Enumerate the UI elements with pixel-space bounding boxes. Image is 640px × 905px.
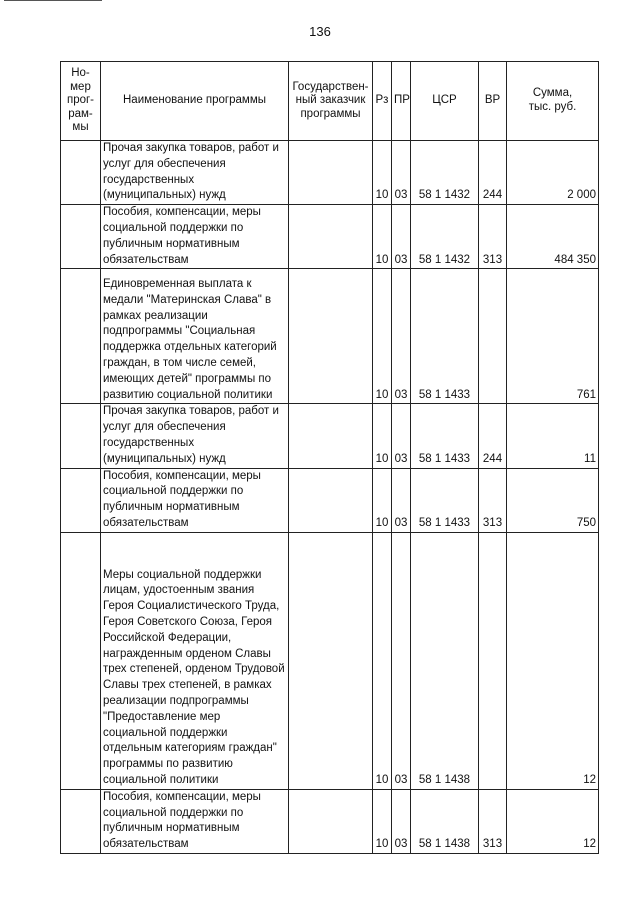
table-row: [61, 141, 599, 205]
cell-customer: [289, 789, 373, 853]
cell-pr: 03: [392, 532, 411, 789]
cell-vr: [479, 269, 507, 404]
header-program-name: Наименование программы: [101, 62, 289, 141]
header-csr: ЦСР: [411, 62, 479, 141]
cell-program-name: Пособия, компенсации, меры социальной поддержки по публичным нормативным обязательствам: [101, 205, 289, 269]
header-program-number: Но- мер прог- рам- мы: [61, 62, 101, 141]
cell-rz: 10: [373, 532, 392, 789]
cell-program-name: Пособия, компенсации, меры социальной поддержки по публичным нормативным обязательствам: [101, 468, 289, 532]
cell-number: [61, 269, 101, 404]
cell-program-name: Пособия, компенсации, меры социальной поддержки по публичным нормативным обязательствам: [101, 789, 289, 853]
program-budget-table: [60, 61, 599, 854]
cell-csr: 58 1 1433: [411, 404, 479, 468]
cell-customer: [289, 404, 373, 468]
cell-sum: 484 350: [507, 205, 599, 269]
cell-number: [61, 205, 101, 269]
header-rz: Рз: [373, 62, 392, 141]
cell-customer: [289, 468, 373, 532]
table-row: [61, 205, 599, 269]
cell-rz: 10: [373, 141, 392, 205]
cell-csr: 58 1 1432: [411, 205, 479, 269]
header-sum: Сумма, тыс. руб.: [507, 62, 599, 141]
cell-sum: 12: [507, 789, 599, 853]
cell-pr: 03: [392, 789, 411, 853]
cell-pr: 03: [392, 468, 411, 532]
cell-pr: 03: [392, 205, 411, 269]
cell-vr: [479, 532, 507, 789]
cell-vr: 313: [479, 789, 507, 853]
cell-pr: 03: [392, 404, 411, 468]
cell-csr: 58 1 1433: [411, 269, 479, 404]
cell-rz: 10: [373, 404, 392, 468]
cell-csr: 58 1 1432: [411, 141, 479, 205]
cell-program-name: Прочая закупка товаров, работ и услуг для обеспечения государственных (муниципальных) нужд: [101, 404, 289, 468]
cell-program-name: Прочая закупка товаров, работ и услуг для обеспечения государственных (муниципальных) нужд: [101, 141, 289, 205]
cell-program-name: Единовременная выплата к медали "Материнская Слава" в рамках реализации подпрограммы "Социальная поддержка отдельных категорий граждан, в том числе семей, имеющих детей" программы по развитию социальной политики: [101, 269, 289, 404]
header-vr: ВР: [479, 62, 507, 141]
cell-number: [61, 789, 101, 853]
cell-number: [61, 141, 101, 205]
cell-customer: [289, 532, 373, 789]
page-number: 136: [309, 24, 331, 39]
cell-csr: 58 1 1433: [411, 468, 479, 532]
cell-sum: 12: [507, 532, 599, 789]
table-row: [61, 789, 599, 853]
table-row: [61, 404, 599, 468]
cell-customer: [289, 141, 373, 205]
cell-sum: 750: [507, 468, 599, 532]
cell-sum: 2 000: [507, 141, 599, 205]
table-row: [61, 532, 599, 789]
cell-csr: 58 1 1438: [411, 789, 479, 853]
cell-number: [61, 532, 101, 789]
cell-pr: 03: [392, 269, 411, 404]
cell-vr: 313: [479, 205, 507, 269]
cell-sum: 761: [507, 269, 599, 404]
cell-vr: 244: [479, 404, 507, 468]
table-row: [61, 269, 599, 404]
cell-pr: 03: [392, 141, 411, 205]
cell-customer: [289, 269, 373, 404]
header-pr: ПР: [392, 62, 411, 141]
cell-rz: 10: [373, 269, 392, 404]
cell-csr: 58 1 1438: [411, 532, 479, 789]
cell-rz: 10: [373, 468, 392, 532]
table-row: [61, 468, 599, 532]
header-state-customer: Государствен- ный заказчик программы: [289, 62, 373, 141]
cell-sum: 11: [507, 404, 599, 468]
cell-number: [61, 468, 101, 532]
cell-number: [61, 404, 101, 468]
cell-vr: 244: [479, 141, 507, 205]
cell-program-name: Меры социальной поддержки лицам, удостоенным звания Героя Социалистического Труда, Героя Советского Союза, Героя Российской Федерации, награжденным орденом Славы трех степеней, орденом Трудовой Славы трех степеней, в рамках реализации подпрограммы "Предоставление мер социальной поддержки отдельным категориям граждан" программы по развитию социальной политики: [101, 532, 289, 789]
cell-rz: 10: [373, 205, 392, 269]
cell-vr: 313: [479, 468, 507, 532]
table-header-row: [61, 62, 599, 141]
cell-rz: 10: [373, 789, 392, 853]
page-corner-mark: [4, 0, 102, 4]
cell-customer: [289, 205, 373, 269]
